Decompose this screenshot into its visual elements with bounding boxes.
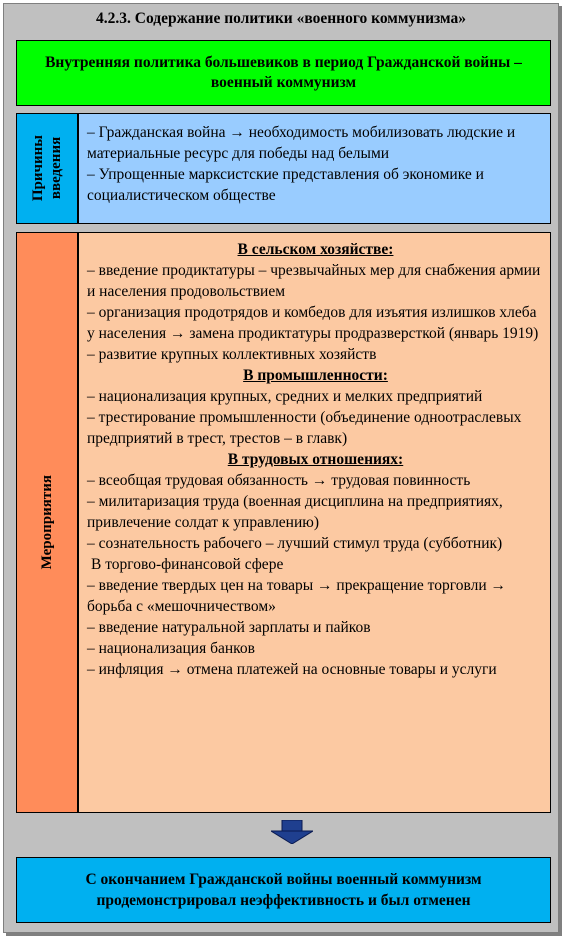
- trade-heading: В торгово-финансовой сфере: [91, 556, 284, 573]
- measure-item: – развитие крупных коллективных хозяйств: [87, 346, 377, 363]
- causes-label: Причины введения: [30, 135, 64, 202]
- main-policy-text: Внутренняя политика большевиков в период Гражданской войны – военный коммунизм: [45, 54, 522, 91]
- cause-item: – Гражданская война → необходимость мобилизовать людские и материальные ресурс для победы над белыми: [87, 124, 516, 162]
- main-policy-box: [16, 40, 551, 106]
- measure-item: – трестирование промышленности (объединение одноотраслевых предприятий в трест, трестов – в главк): [87, 409, 522, 447]
- measure-item: – сознательность рабочего – лучший стимул труда (субботник): [87, 535, 503, 552]
- measures-label: Мероприятия: [39, 475, 55, 570]
- diagram-frame: [3, 3, 559, 933]
- measure-item: – введение натуральной зарплаты и пайков: [87, 619, 371, 636]
- measure-item: – введение продиктатуры – чрезвычайных мер для снабжения армии и населения продовольствием: [87, 262, 541, 300]
- causes-label-box: [16, 113, 78, 224]
- conclusion-box: [16, 857, 551, 923]
- causes-body: [78, 113, 551, 224]
- industry-heading: В промышленности:: [243, 367, 388, 384]
- agriculture-heading: В сельском хозяйстве:: [237, 241, 394, 258]
- measure-item: – организация продотрядов и комбедов для изъятия излишков хлеба у населения → замена продиктатуры продразверсткой (январь 1919): [87, 304, 539, 342]
- page-title: 4.2.3. Содержание политики «военного коммунизма»: [96, 10, 466, 27]
- measure-item: – всеобщая трудовая обязанность → трудовая повинность: [87, 472, 471, 489]
- labor-heading: В трудовых отношениях:: [227, 451, 404, 468]
- measure-item: – национализация крупных, средних и мелких предприятий: [87, 388, 483, 405]
- measure-item: – милитаризация труда (военная дисциплина на предприятиях, привлечение солдат к управлению): [87, 493, 503, 531]
- measures-body: [78, 232, 551, 813]
- measure-item: – инфляция → отмена платежей на основные товары и услуги: [87, 661, 497, 678]
- measure-item: – национализация банков: [87, 640, 255, 657]
- down-arrow-icon: [271, 820, 313, 844]
- cause-item: – Упрощенные марксистские представления об экономике и социалистическом обществе: [87, 166, 484, 204]
- measure-item: – введение твердых цен на товары → прекращение торговли → борьба с «мешочничеством»: [87, 577, 506, 615]
- conclusion-text: С окончанием Гражданской войны военный коммунизм продемонстрировал неэффективность и был отменен: [85, 871, 482, 909]
- measures-label-box: [16, 232, 78, 813]
